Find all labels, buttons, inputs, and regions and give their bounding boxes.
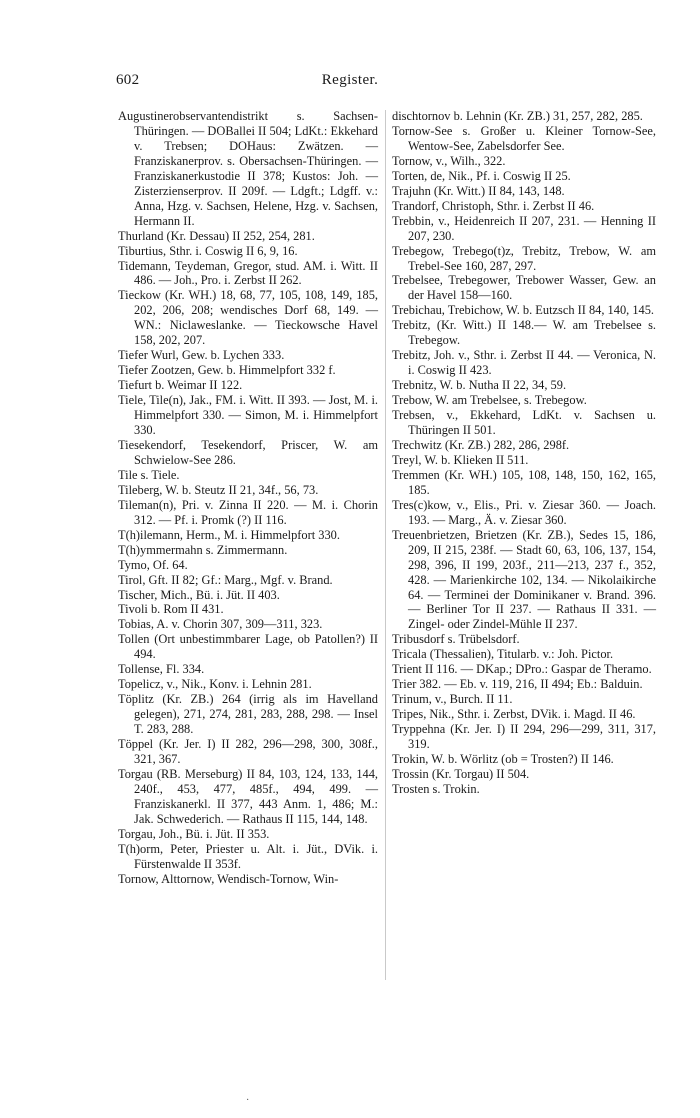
index-entry: Trosten s. Trokin. — [392, 781, 480, 796]
index-entry: Trebichau, Trebichow, W. b. Eutzsch II 84, 140, 145. — [392, 303, 655, 318]
index-entry: Trokin, W. b. Wörlitz (ob = Trosten?) II 146. — [392, 751, 614, 766]
index-entry: Trebow, W. am Trebelsee, s. Trebegow. — [392, 393, 587, 408]
index-entry: Trier 382. — Eb. v. 119, 216, II 494; Eb.: Balduin. — [392, 677, 643, 692]
left-column — [118, 109, 378, 887]
index-entry: Tres(c)kow, v., Elis., Pri. v. Ziesar 360. — Joach. 193. — Marg., Ä. v. Ziesar 360. — [392, 497, 656, 527]
index-entry: Tiele, Tile(n), Jak., FM. i. Witt. II 393. — Jost, M. i. Himmelpfort 330. — Simon, M. i. Himmelpfort 330. — [118, 393, 378, 438]
index-entry: Trebbin, v., Heidenreich II 207, 231. — Henning II 207, 230. — [392, 213, 656, 243]
index-entry: Thurland (Kr. Dessau) II 252, 254, 281. — [118, 228, 315, 243]
index-entry: Trebegow, Trebego(t)z, Trebitz, Trebow, W. am Trebel-See 160, 287, 297. — [392, 243, 656, 273]
index-entry: Trebitz, (Kr. Witt.) II 148.— W. am Trebelsee s. Trebegow. — [392, 318, 656, 348]
index-entry: Tornow, Alttornow, Wendisch-Tornow, Win- — [118, 871, 339, 886]
index-entry: Trajuhn (Kr. Witt.) II 84, 143, 148. — [392, 183, 565, 198]
index-entry: Tiefer Wurl, Gew. b. Lychen 333. — [118, 348, 285, 363]
right-column — [392, 109, 656, 797]
index-entry: Tileman(n), Pri. v. Zinna II 220. — M. i. Chorin 312. — Pf. i. Promk (?) II 116. — [118, 497, 378, 527]
index-entry: Tricala (Thessalien), Titularb. v.: Joh. Pictor. — [392, 647, 614, 662]
index-entry: Trechwitz (Kr. ZB.) 282, 286, 298f. — [392, 437, 570, 452]
index-entry: Trebnitz, W. b. Nutha II 22, 34, 59. — [392, 378, 567, 393]
index-entry: Töppel (Kr. Jer. I) II 282, 296—298, 300, 308f., 321, 367. — [118, 737, 378, 766]
index-entry: Tieckow (Kr. WH.) 18, 68, 77, 105, 108, 149, 185, 202, 206, 208; wendisches Dorf 68, 149. — WN.: Niclaweslanke. — Tieckowsche Havel 158, 202, 207. — [118, 288, 378, 348]
index-entry: Tymo, Of. 64. — [118, 557, 188, 572]
stray-mark: · — [246, 1095, 250, 1106]
index-entry: Topelicz, v., Nik., Konv. i. Lehnin 281. — [118, 677, 312, 692]
index-entry: Tripes, Nik., Sthr. i. Zerbst, DVik. i. Magd. II 46. — [392, 707, 636, 722]
index-entry: Tornow, v., Wilh., 322. — [392, 153, 506, 168]
index-entry: Torgau, Joh., Bü. i. Jüt. II 353. — [118, 826, 270, 841]
index-entry: Tollen (Ort unbestimmbarer Lage, ob Patollen?) II 494. — [118, 632, 378, 662]
index-entry: Tivoli b. Rom II 431. — [118, 602, 224, 617]
index-entry: T(h)ilemann, Herm., M. i. Himmelpfort 330. — [118, 527, 340, 542]
index-entry: Trandorf, Christoph, Sthr. i. Zerbst II 46. — [392, 198, 595, 213]
index-entry: Tileberg, W. b. Steutz II 21, 34f., 56, 73. — [118, 482, 319, 497]
index-entry: dischtornov b. Lehnin (Kr. ZB.) 31, 257, 282, 285. — [392, 109, 643, 123]
index-entry: Tirol, Gft. II 82; Gf.: Marg., Mgf. v. Brand. — [118, 572, 333, 587]
running-head: Register. — [321, 72, 379, 88]
index-entry: Tribusdorf s. Trübelsdorf. — [392, 632, 520, 647]
index-entry: Torgau (RB. Merseburg) II 84, 103, 124, 133, 144, 240f., 453, 477, 485f., 494, 499. — Franziskanerkl. II 377, 443 Anm. 1, 486; M.: Jak. Schwederich. — Rathaus II 115, 144, 148. — [118, 766, 378, 826]
index-entry: Tischer, Mich., Bü. i. Jüt. II 403. — [118, 587, 280, 602]
index-entry: Tiesekendorf, Tesekendorf, Priscer, W. am Schwielow-See 286. — [118, 437, 378, 467]
index-entry: Trinum, v., Burch. II 11. — [392, 692, 513, 707]
page-number: 602 — [116, 72, 140, 88]
index-entry: T(h)ymmermahn s. Zimmermann. — [118, 542, 288, 557]
index-entry: Tidemann, Teydeman, Gregor, stud. AM. i. Witt. II 486. — Joh., Pro. i. Zerbst II 262. — [118, 258, 378, 288]
index-entry: Töplitz (Kr. ZB.) 264 (irrig als im Havelland gelegen), 271, 274, 281, 283, 288, 298. — Insel T. 283, 288. — [118, 692, 378, 737]
index-entry: Torten, de, Nik., Pf. i. Coswig II 25. — [392, 168, 571, 183]
index-entry: Trebelsee, Trebegower, Trebower Wasser, Gew. an der Havel 158—160. — [392, 273, 656, 303]
index-entry: Tremmen (Kr. WH.) 105, 108, 148, 150, 162, 165, 185. — [392, 467, 656, 497]
index-entry: Tornow-See s. Großer u. Kleiner Tornow-See, Wentow-See, Zabelsdorfer See. — [392, 123, 656, 153]
index-entry: Tiefurt b. Weimar II 122. — [118, 378, 243, 393]
index-entry: Tobias, A. v. Chorin 307, 309—311, 323. — [118, 617, 323, 632]
page-header — [0, 0, 700, 100]
index-entry: Trebitz, Joh. v., Sthr. i. Zerbst II 44. — Veronica, N. i. Coswig II 423. — [392, 348, 656, 378]
index-entry: Tiburtius, Sthr. i. Coswig II 6, 9, 16. — [118, 243, 298, 258]
index-entry: Tryppehna (Kr. Jer. I) II 294, 296—299, 311, 317, 319. — [392, 722, 656, 752]
index-entry: Tollense, Fl. 334. — [118, 662, 205, 677]
index-entry: T(h)orm, Peter, Priester u. Alt. i. Jüt., DVik. i. Fürstenwalde II 353f. — [118, 841, 378, 871]
index-entry: Treyl, W. b. Klieken II 511. — [392, 452, 529, 467]
column-divider — [385, 110, 386, 980]
index-entry: Treuenbrietzen, Brietzen (Kr. ZB.), Sedes 15, 186, 209, II 215, 238f. — Stadt 60, 63, 106, 137, 154, 298, 396, II 199, 203f., 211—213, 237 f., 352, 428. — Marienkirche 102, 134. — Nikolaikirche 64. — Terminei der Dominikaner v. Brand. 396. — Berliner Tor II 237. — Rathaus II 331. — Zingel- oder Zindel-Mühle II 237. — [392, 527, 656, 632]
index-entry: Trient II 116. — DKap.; DPro.: Gaspar de Theramo. — [392, 662, 652, 677]
index-entry: Tiefer Zootzen, Gew. b. Himmelpfort 332 f. — [118, 363, 336, 378]
index-entry: Trossin (Kr. Torgau) II 504. — [392, 766, 530, 781]
index-entry: Tile s. Tiele. — [118, 467, 180, 482]
index-entry: Augustinerobservantendistrikt s. Sachsen-Thüringen. — DOBallei II 504; LdKt.: Ekkehard v. Trebsen; DOHaus: Zwätzen. — Franziskanerprov. s. Obersachsen-Thüringen. — Franziskanerkustodie II 378; Kustos: Joh. — Zisterzienserprov. II 209f. — Ldgft.; Ldgff. v.: Anna, Hzg. v. Sachsen, Helene, Hzg. v. Sachsen, Hermann II. — [118, 109, 378, 228]
index-entry: Trebsen, v., Ekkehard, LdKt. v. Sachsen u. Thüringen II 501. — [392, 408, 656, 438]
